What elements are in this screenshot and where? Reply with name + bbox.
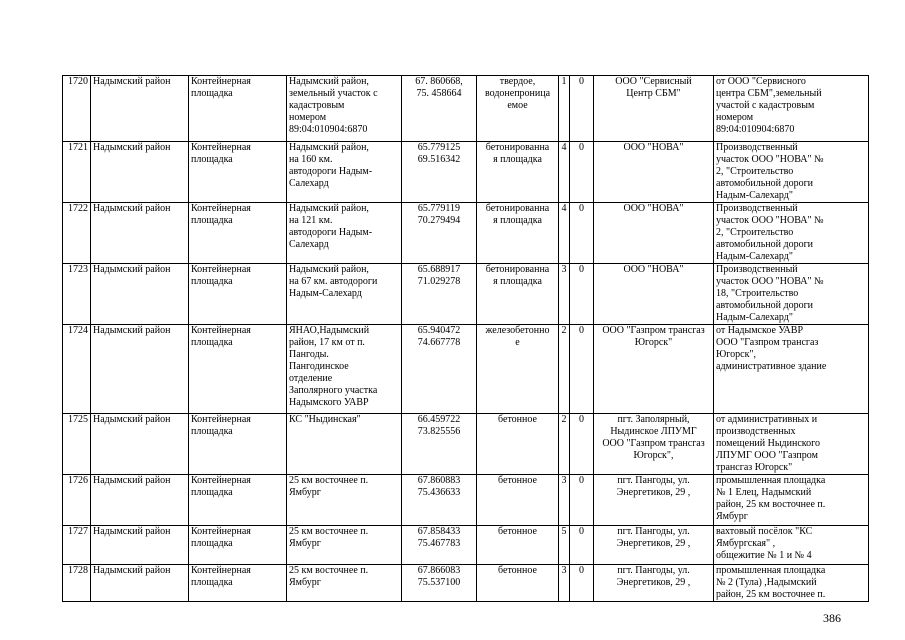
district-cell [91,475,189,526]
owner-cell-text: пгт. Заполярный, Ныдинское ЛПУМГ ООО "Газпром трансгаз Югорск", [602,414,705,461]
surface-type-cell [477,526,559,565]
location-cell [287,526,402,565]
row-number [63,142,91,203]
volume-cell [570,526,594,565]
row-number [63,565,91,602]
owner-cell-text: ООО "Газпром трансгаз Югорск" [602,325,705,348]
row-number-text: 1722 [68,203,88,214]
waste-source-cell-text: от Надымское УАВР ООО "Газпром трансгаз Югорск", административное здание [716,325,827,372]
container-count-cell [559,203,570,264]
container-count-cell-text: 5 [561,526,567,537]
container-count-cell [559,264,570,325]
volume-cell-text: 0 [579,475,584,486]
owner-cell [594,264,714,325]
owner-cell-text: пгт. Пангоды, ул. Энергетиков, 29 , [616,565,691,588]
object-type-cell [189,325,287,414]
location-cell [287,565,402,602]
waste-source-cell [714,76,869,142]
row-number [63,325,91,414]
location-cell-text: Надымский район, на 67 км. автодороги Надым-Салехард [289,264,378,299]
coordinates-cell [402,264,477,325]
table-row [63,414,869,475]
coordinates-cell-text: 66.459722 73.825556 [417,414,461,437]
volume-cell [570,76,594,142]
row-number [63,414,91,475]
row-number-text: 1727 [68,526,88,537]
object-type-cell-text: Контейнерная площадка [191,526,251,549]
owner-cell-text: пгт. Пангоды, ул. Энергетиков, 29 , [616,475,691,498]
location-cell-text: Надымский район, земельный участок с кадастровым номером 89:04:010904:6870 [289,76,378,135]
waste-source-cell [714,203,869,264]
object-type-cell-text: Контейнерная площадка [191,76,251,99]
coordinates-cell-text: 67.858433 75.467783 [417,526,461,549]
owner-cell-text: ООО "НОВА" [623,203,684,214]
district-cell [91,565,189,602]
registry-table [62,75,869,602]
container-count-cell-text: 3 [561,565,567,576]
container-count-cell [559,325,570,414]
page-number: 386 [823,611,841,625]
owner-cell-text: ООО "НОВА" [623,264,684,275]
coordinates-cell-text: 67. 860668, 75. 458664 [415,76,463,99]
row-number-text: 1726 [68,475,88,486]
volume-cell [570,203,594,264]
district-cell-text: Надымский район [93,475,171,486]
volume-cell-text: 0 [579,142,584,153]
table-row [63,565,869,602]
container-count-cell [559,414,570,475]
surface-type-cell [477,76,559,142]
row-number-text: 1721 [68,142,88,153]
object-type-cell [189,475,287,526]
coordinates-cell-text: 65.779125 69.516342 [417,142,461,165]
location-cell [287,264,402,325]
location-cell [287,203,402,264]
district-cell-text: Надымский район [93,565,171,576]
row-number-text: 1720 [68,76,88,87]
owner-cell-text: ООО "НОВА" [623,142,684,153]
surface-type-cell-text: бетонированна я площадка [485,142,550,165]
surface-type-cell-text: твердое, водонепроница емое [484,76,551,111]
district-cell-text: Надымский район [93,264,171,275]
waste-source-cell-text: промышленная площадка № 2 (Тула) ,Надымский район, 25 км восточнее п. [716,565,826,600]
surface-type-cell-text: бетонированна я площадка [485,264,550,287]
volume-cell-text: 0 [579,325,584,336]
district-cell [91,325,189,414]
row-number [63,76,91,142]
surface-type-cell [477,565,559,602]
object-type-cell-text: Контейнерная площадка [191,475,251,498]
row-number-text: 1723 [68,264,88,275]
district-cell-text: Надымский район [93,142,171,153]
location-cell-text: 25 км восточнее п. Ямбург [289,475,369,498]
location-cell [287,76,402,142]
location-cell-text: КС "Ныдинская" [289,414,361,425]
owner-cell [594,325,714,414]
surface-type-cell [477,264,559,325]
waste-source-cell [714,414,869,475]
object-type-cell-text: Контейнерная площадка [191,264,251,287]
container-count-cell-text: 2 [561,325,567,336]
volume-cell [570,475,594,526]
waste-source-cell [714,475,869,526]
surface-type-cell-text: бетонное [498,414,537,425]
volume-cell-text: 0 [579,264,584,275]
district-cell-text: Надымский район [93,325,171,336]
table-row [63,264,869,325]
object-type-cell-text: Контейнерная площадка [191,325,251,348]
row-number [63,475,91,526]
container-count-cell-text: 1 [561,76,567,87]
owner-cell [594,526,714,565]
waste-source-cell [714,526,869,565]
object-type-cell [189,565,287,602]
waste-source-cell [714,325,869,414]
container-count-cell-text: 4 [561,203,567,214]
container-count-cell [559,475,570,526]
table-row [63,203,869,264]
table-row [63,526,869,565]
waste-source-cell-text: Производственный участок ООО "НОВА" № 2, "Строительство автомобильной дороги Надым-Салехард" [716,142,824,201]
container-count-cell-text: 2 [561,414,567,425]
table-row [63,76,869,142]
owner-cell [594,76,714,142]
object-type-cell [189,414,287,475]
object-type-cell-text: Контейнерная площадка [191,414,251,437]
row-number-text: 1725 [68,414,88,425]
volume-cell-text: 0 [579,76,584,87]
coordinates-cell [402,475,477,526]
owner-cell [594,565,714,602]
district-cell [91,142,189,203]
location-cell-text: Надымский район, на 160 км. автодороги Надым- Салехард [289,142,373,189]
table-body [63,76,869,602]
container-count-cell [559,526,570,565]
row-number [63,526,91,565]
owner-cell-text: пгт. Пангоды, ул. Энергетиков, 29 , [616,526,691,549]
waste-source-cell-text: Производственный участок ООО "НОВА" № 2, "Строительство автомобильной дороги Надым-Салехард" [716,203,824,262]
owner-cell [594,475,714,526]
location-cell-text: Надымский район, на 121 км. автодороги Надым- Салехард [289,203,373,250]
object-type-cell [189,142,287,203]
row-number-text: 1728 [68,565,88,576]
table-row [63,475,869,526]
container-count-cell [559,565,570,602]
volume-cell-text: 0 [579,414,584,425]
district-cell-text: Надымский район [93,76,171,87]
district-cell-text: Надымский район [93,414,171,425]
surface-type-cell [477,325,559,414]
row-number [63,264,91,325]
row-number [63,203,91,264]
table-row [63,325,869,414]
coordinates-cell [402,76,477,142]
object-type-cell [189,264,287,325]
object-type-cell [189,76,287,142]
location-cell-text: 25 км восточнее п. Ямбург [289,565,369,588]
coordinates-cell [402,414,477,475]
location-cell [287,325,402,414]
coordinates-cell-text: 65.779119 70.279494 [417,203,461,226]
district-cell [91,264,189,325]
coordinates-cell [402,565,477,602]
object-type-cell-text: Контейнерная площадка [191,565,251,588]
volume-cell-text: 0 [579,203,584,214]
waste-source-cell-text: Производственный участок ООО "НОВА" № 18, "Строительство автомобильной дороги Надым-Салехард" [716,264,824,323]
coordinates-cell [402,142,477,203]
volume-cell [570,565,594,602]
surface-type-cell [477,414,559,475]
table-row [63,142,869,203]
coordinates-cell-text: 67.866083 75.537100 [417,565,461,588]
object-type-cell-text: Контейнерная площадка [191,142,251,165]
location-cell [287,142,402,203]
coordinates-cell-text: 67.860883 75.436633 [417,475,461,498]
waste-source-cell [714,264,869,325]
surface-type-cell-text: бетонное [498,475,537,486]
waste-source-cell [714,142,869,203]
owner-cell-text: ООО "Сервисный Центр СБМ" [615,76,692,99]
container-count-cell-text: 4 [561,142,567,153]
waste-source-cell-text: от ООО "Сервисного центра СБМ",земельный участой с кадастровым номером 89:04:010904:6870 [716,76,822,135]
coordinates-cell-text: 65.688917 71.029278 [417,264,461,287]
waste-source-cell-text: промышленная площадка № 1 Елец, Надымский район, 25 км восточнее п. Ямбург [716,475,826,522]
coordinates-cell-text: 65.940472 74.667778 [417,325,461,348]
location-cell [287,475,402,526]
volume-cell-text: 0 [579,526,584,537]
surface-type-cell [477,142,559,203]
container-count-cell-text: 3 [561,264,567,275]
location-cell [287,414,402,475]
district-cell-text: Надымский район [93,203,171,214]
row-number-text: 1724 [68,325,88,336]
object-type-cell [189,526,287,565]
volume-cell [570,414,594,475]
location-cell-text: 25 км восточнее п. Ямбург [289,526,369,549]
volume-cell [570,142,594,203]
object-type-cell [189,203,287,264]
volume-cell [570,325,594,414]
district-cell [91,414,189,475]
surface-type-cell-text: бетонированна я площадка [485,203,550,226]
volume-cell-text: 0 [579,565,584,576]
coordinates-cell [402,203,477,264]
object-type-cell-text: Контейнерная площадка [191,203,251,226]
location-cell-text: ЯНАО,Надымский район, 17 км от п. Пангоды. Пангодинское отделение Заполярного участка Надымского УАВР [289,325,378,408]
district-cell [91,203,189,264]
owner-cell [594,203,714,264]
district-cell [91,526,189,565]
waste-source-cell-text: от административных и производственных помещений Ныдинского ЛПУМГ ООО "Газпром трансгаз Югорск" [716,414,820,473]
container-count-cell [559,76,570,142]
district-cell-text: Надымский район [93,526,171,537]
container-count-cell [559,142,570,203]
waste-source-cell-text: вахтовый посёлок "КС Ямбургская" , общежитие № 1 и № 4 [716,526,813,561]
coordinates-cell [402,526,477,565]
surface-type-cell [477,203,559,264]
surface-type-cell-text: бетонное [498,526,537,537]
surface-type-cell [477,475,559,526]
volume-cell [570,264,594,325]
container-count-cell-text: 3 [561,475,567,486]
surface-type-cell-text: бетонное [498,565,537,576]
coordinates-cell [402,325,477,414]
waste-source-cell [714,565,869,602]
district-cell [91,76,189,142]
owner-cell [594,142,714,203]
owner-cell [594,414,714,475]
surface-type-cell-text: железобетонно е [485,325,550,348]
